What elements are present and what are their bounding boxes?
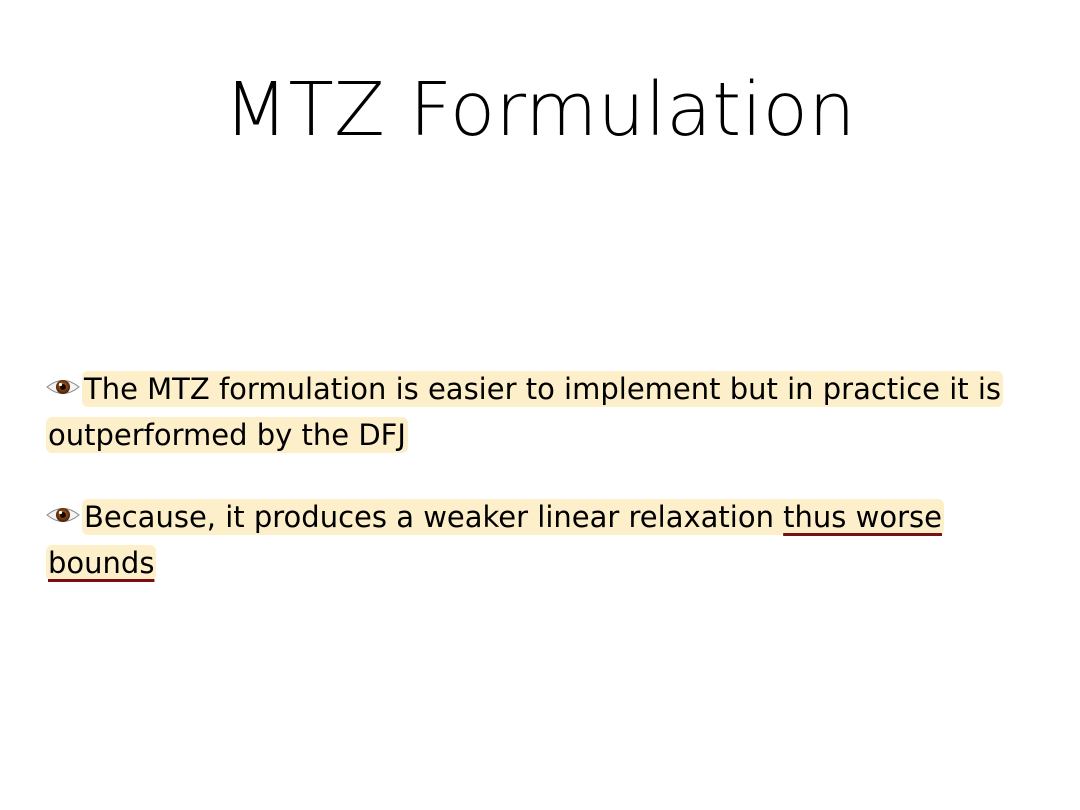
bullet-text-2-plain: Because, it produces a weaker linear relaxation <box>84 500 784 534</box>
bullet-text-1: The MTZ formulation is easier to implement but in practice it is outperformed by the DFJ <box>48 372 1002 452</box>
eye-icon <box>46 504 76 523</box>
bullet-item-2 <box>46 494 1036 586</box>
eye-icon <box>46 376 76 395</box>
bullet-text-2 <box>46 499 944 581</box>
slide-title: MTZ Formulation <box>224 67 856 153</box>
bullet-text-2-underlined: thus worse bounds <box>48 500 942 580</box>
bullet-item-1 <box>46 366 1036 458</box>
bullet-list <box>46 366 1036 622</box>
